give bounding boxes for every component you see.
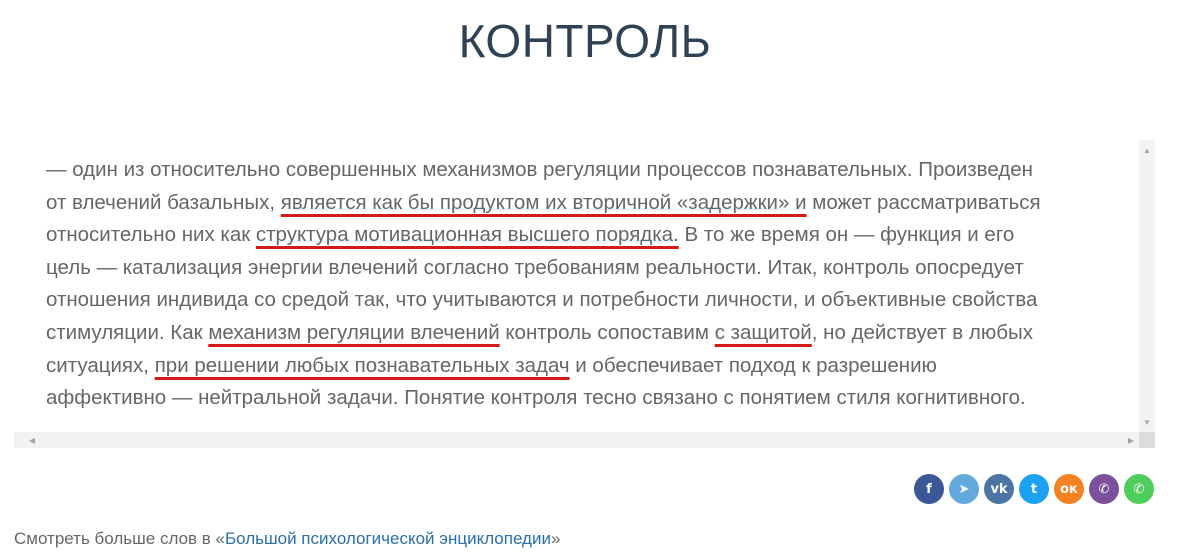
vertical-scrollbar[interactable] xyxy=(1139,140,1155,432)
scroll-up-icon[interactable]: ▲ xyxy=(1143,145,1151,155)
article-viewport xyxy=(14,140,1139,432)
article-line xyxy=(46,317,1139,350)
share-bar xyxy=(914,474,1154,504)
highlighted-phrase: с защитой xyxy=(714,320,812,344)
twitter-icon[interactable]: t xyxy=(1019,474,1049,504)
text-segment: стимуляции. Как xyxy=(46,320,209,344)
text-segment: аффективно — нейтральной задачи. Понятие контроля тесно связано с понятием стиля когнитивного. xyxy=(46,386,1026,410)
text-segment: относительно них как xyxy=(46,223,256,247)
article-line xyxy=(46,284,1139,317)
horizontal-scrollbar[interactable] xyxy=(14,432,1139,448)
highlighted-phrase: механизм регуляции влечений xyxy=(208,320,500,344)
text-segment: может рассматриваться xyxy=(806,190,1041,214)
article-line xyxy=(46,187,1139,220)
viber-icon[interactable]: ✆ xyxy=(1089,474,1119,504)
text-segment: ситуациях, xyxy=(46,353,155,377)
text-segment: — один из относительно совершенных механизмов регуляции процессов познавательных. Произведен xyxy=(46,158,1033,181)
vk-icon[interactable]: vk xyxy=(984,474,1014,504)
text-segment: и обеспечивает подход к разрешению xyxy=(569,353,937,377)
article-line xyxy=(46,382,1139,415)
scroll-down-icon[interactable]: ▼ xyxy=(1143,417,1151,427)
text-segment: , но действует в любых xyxy=(811,320,1033,344)
scrollbar-corner xyxy=(1139,432,1155,448)
highlighted-phrase: при решении любых познавательных задач xyxy=(154,353,570,377)
article-line xyxy=(46,252,1139,285)
facebook-icon[interactable]: f xyxy=(914,474,944,504)
footer-source xyxy=(14,529,560,549)
scroll-right-icon[interactable]: ▶ xyxy=(1127,435,1135,445)
article-text xyxy=(46,154,1139,415)
odnoklassniki-icon[interactable]: ок xyxy=(1054,474,1084,504)
whatsapp-icon[interactable]: ✆ xyxy=(1124,474,1154,504)
footer-prefix: Смотреть больше слов в « xyxy=(14,529,225,548)
encyclopedia-link[interactable]: Большой психологической энциклопедии xyxy=(224,529,551,548)
footer-suffix: » xyxy=(550,529,561,548)
scroll-left-icon[interactable]: ◀ xyxy=(28,435,36,445)
article-line xyxy=(46,154,1139,187)
text-segment: от влечений базальных, xyxy=(46,190,281,214)
article-line xyxy=(46,350,1139,383)
text-segment: отношения индивида со средой так, что учитываются и потребности личности, и объективные свойства xyxy=(46,288,1038,312)
text-segment: контроль сопоставим xyxy=(499,320,715,344)
text-segment: цель — катализация энергии влечений согласно требованиям реальности. Итак, контроль опосредует xyxy=(46,255,1024,279)
text-segment: В то же время он — функция и его xyxy=(678,223,1015,247)
article-scroll-box[interactable] xyxy=(14,140,1155,448)
telegram-icon[interactable]: ➤ xyxy=(949,474,979,504)
page-title: КОНТРОЛЬ xyxy=(458,15,712,67)
highlighted-phrase: является как бы продуктом их вторичной «задержки» и xyxy=(280,190,807,214)
highlighted-phrase: структура мотивационная высшего порядка. xyxy=(255,223,679,247)
article-line xyxy=(46,219,1139,252)
